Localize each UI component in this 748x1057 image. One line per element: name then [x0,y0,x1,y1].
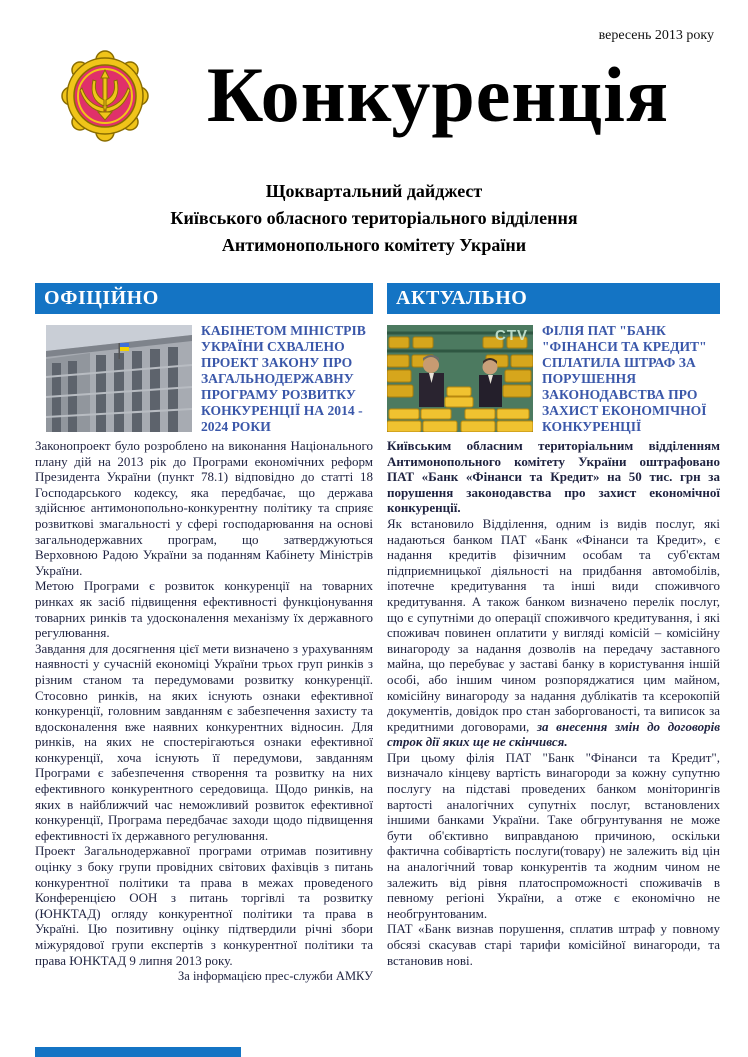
body-paragraph: Проект Загальнодержавної програми отримав позитивну оцінку з боку групи провідних світових фахівців з питань конкурентної політики та права в межах проведеного Конференцією ООН з питань торгівлі та розвитку (ЮНКТАД) огляду конкурентної політики та права в Україні. Цю позитивну оцінку підтвердили річні збори міжурядової групи експертів з конкурентної політики та права ЮНКТАД 9 липня 2013 року. [35,843,373,968]
amku-emblem-icon [52,50,158,142]
ctv-watermark: CTV [495,327,528,344]
next-section-bar [35,1047,241,1057]
body-paragraph [387,516,720,750]
section-header-actual: АКТУАЛЬНО [387,283,720,314]
paragraph-text: Як встановило Відділення, одним із видів послуг, які надаються банком ПАТ «Банк «Фінанси та Кредит», є надання кредитів фізичним особам та суб'єктам підприємницької діяльності на придбання автомобілів, іпотечне кредитування та інші види споживчого кредитування. А також банком визначено перелік послуг, що є супутніми до операції споживчого кредитування, і які споживач повинен оплатити у вигляді комісій – комісійну винагороду за надання дозволів на передачу заставного майна, що перебуває у заставі банку в користування іншій особі, або іншим чином розпоряджатися цим майном, комісійну винагороду за надання дублікатів та ксерокопій документів, довідок про стан заборгованості, та виписок за кредитними договорами, [387,515,720,734]
article-actual [387,323,720,968]
article-headline: КАБІНЕТОМ МІНІСТРІВ УКРАЇНИ СХВАЛЕНО ПРОЕКТ ЗАКОНУ ПРО ЗАГАЛЬНОДЕРЖАВНУ ПРОГРАМУ РОЗВИТКУ КОНКУРЕНЦІЇ НА 2014 - 2024 РОКИ [201,323,366,434]
body-paragraph: Метою Програми є розвиток конкуренції на товарних ринках як засіб підвищення ефективності функціонування товарних ринків та удосконалення механізму їх державного регулювання. [35,578,373,641]
body-paragraph: ПАТ «Банк визнав порушення, сплатив штраф у повному обсязі скасував старі тарифи комісійної винагороди, та встановив нові. [387,921,720,968]
masthead [52,50,718,142]
gold-bars-photo [387,325,533,432]
subtitle-line: Антимонопольного комітету України [221,235,527,255]
article-headline: ФІЛІЯ ПАТ "БАНК "ФІНАНСИ ТА КРЕДИТ" СПЛАТИЛА ШТРАФ ЗА ПОРУШЕННЯ ЗАКОНОДАВСТВА ПРО ЗАХИСТ ЕКОНОМІЧНОЇ КОНКУРЕНЦІЇ [542,323,707,434]
section-header-official: ОФІЦІЙНО [35,283,373,314]
article-byline: За інформацією прес-служби АМКУ [178,969,373,984]
content-columns [35,283,720,985]
emphasis-text: за внесення змін до договорів строк дії яких ще не скінчився. [387,718,721,750]
cabinet-building-photo [46,325,192,432]
body-paragraph: Завдання для досягнення цієї мети визначено з урахуванням наявності у сучасній економіці України трьох груп ринків з різним станом та передумовами розвитку конкуренції. Стосовно ринків, на яких існують ознаки ефективної конкуренції, головним завданням є забезпечення захисту та вдосконалення вже наявних конкурентних відносин. Для ринків, на яких не спостерігаються ознаки ефективної конкуренції, хоча існують її передумови, завданням Програми є забезпечення створення та розвитку на них ефективного конкурентного середовища. Щодо ринків, на яких в найближчий час неможливий розвиток ефективної конкуренції, Програма передбачає заходи щодо підвищення ефективності їх державного регулювання. [35,640,373,843]
subtitle-line: Щоквартальний дайджест [265,181,483,201]
article-official [35,323,373,985]
lead-paragraph: Київським обласним територіальним відділенням Антимонопольного комітету України оштрафовано ПАТ «Банк «Фінанси та Кредит» на 50 тис. грн за порушення законодавства про захист економічної конкуренції. [387,438,720,516]
issue-date: вересень 2013 року [598,28,714,43]
subtitle-line: Київського обласного територіального відділення [170,208,578,228]
body-paragraph: Законопроект було розроблено на виконання Національного плану дій на 2013 рік до Програми економічних реформ Президента України (пункт 78.1) відповідно до статті 18 Господарського кодексу, яка передбачає, що держава здійснює антимонопольно-конкурентну політику та сприяє розвиткові змагальності у сфері господарювання на основі загальнодержавних програм, що затверджуються Верховною Радою України за поданням Кабінету Міністрів України. [35,438,373,578]
newsletter-subtitle [0,178,748,259]
newsletter-title: Конкуренція [206,51,670,138]
column-official [35,283,373,985]
column-actual [387,283,720,985]
body-paragraph: При цьому філія ПАТ "Банк "Фінанси та Кредит", визначало кінцеву вартість винагороди за кожну супутню послугу на підставі проведених банком моніторингів вартості аналогічних супутніх послуг, встановлених іншими банками України. Таке обгрунтування не може бути об'єктивно виправданою причиною, оскільки фактична собівартість послуги(товару) не залежить від цін на аналогічний товар конкурентів та жодним чином не залежить від рівня платоспроможності споживачів в певному регіоні України, а отже є економічно не необгрунтованим. [387,749,720,921]
